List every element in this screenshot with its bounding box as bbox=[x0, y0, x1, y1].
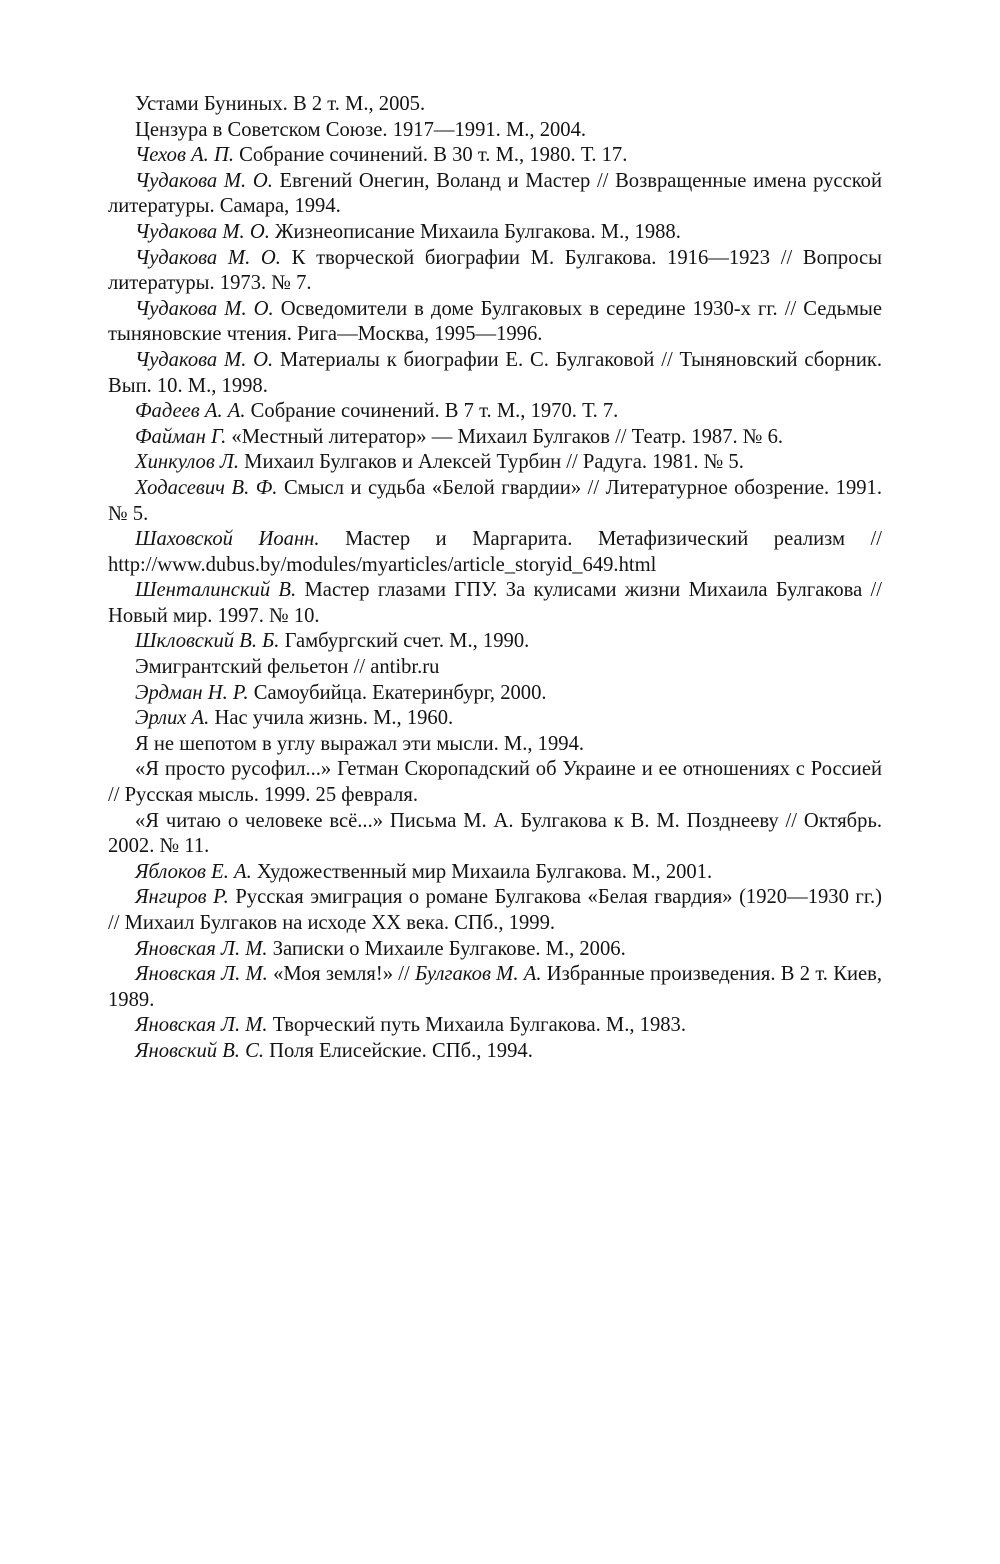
entry-text: Нас учила жизнь. М., 1960. bbox=[209, 707, 454, 730]
entry-text: Осведомители в доме Булгаковых в середине 1930-х гг. // Седьмые тыняновские чтения. Рига—Москва, 1995—1996. bbox=[108, 297, 882, 346]
entry-author: Хинкулов Л. bbox=[135, 451, 240, 474]
entry-author: Яблоков Е. А. bbox=[135, 860, 252, 883]
entry-text: Собрание сочинений. В 30 т. М., 1980. Т. 17. bbox=[233, 144, 628, 167]
entry-author: Яновская Л. М. bbox=[135, 1014, 268, 1037]
entry-text: Эмигрантский фельетон // antibr.ru bbox=[135, 656, 440, 679]
entry-author: Чудакова М. О. bbox=[135, 169, 273, 192]
entry-text: Жизнеописание Михаила Булгакова. М., 1988. bbox=[269, 220, 681, 243]
entry-author: Янгиров Р. bbox=[135, 886, 229, 909]
entry-text: Я не шепотом в углу выражал эти мысли. М., 1994. bbox=[135, 732, 585, 755]
entry-author: Шкловский В. Б. bbox=[135, 630, 280, 653]
entry-text: К творческой биографии М. Булгакова. 1916—1923 // Вопросы литературы. 1973. № 7. bbox=[108, 246, 882, 295]
entry-text: Собрание сочинений. В 7 т. М., 1970. Т. 7. bbox=[245, 400, 619, 423]
entry-text: Поля Елисейские. СПб., 1994. bbox=[264, 1039, 533, 1062]
bibliography-entry bbox=[108, 706, 882, 732]
entry-text: «Я просто русофил...» Гетман Скоропадский об Украине и ее отношениях с Россией // Русская мысль. 1999. 25 февраля. bbox=[108, 758, 882, 807]
entry-text: «Местный литератор» — Михаил Булгаков // Театр. 1987. № 6. bbox=[226, 425, 784, 448]
entry-author: Чудакова М. О. bbox=[135, 297, 274, 320]
entry-author: Яновская Л. М. bbox=[135, 937, 268, 960]
bibliography-entry bbox=[108, 118, 882, 144]
entry-text: Русская эмиграция о романе Булгакова «Белая гвардия» (1920—1930 гг.) // Михаил Булгаков на исходе XX века. СПб., 1999. bbox=[108, 886, 882, 934]
entry-text: Устами Буниных. В 2 т. М., 2005. bbox=[135, 93, 426, 115]
entry-second-author: Булгаков М. А. bbox=[415, 963, 542, 986]
bibliography-entry bbox=[108, 246, 882, 297]
bibliography-entry bbox=[108, 476, 882, 527]
entry-text: Материалы к биографии Е. С. Булгаковой // Тыняновский сборник. Вып. 10. М., 1998. bbox=[108, 348, 882, 397]
entry-author: Фадеев А. А. bbox=[135, 400, 246, 423]
bibliography-entry bbox=[108, 937, 882, 963]
bibliography-entry bbox=[108, 1039, 882, 1065]
bibliography-entry bbox=[108, 425, 882, 451]
bibliography-entry bbox=[108, 92, 882, 118]
bibliography-page bbox=[108, 92, 882, 1065]
entry-text: Михаил Булгаков и Алексей Турбин // Радуга. 1981. № 5. bbox=[239, 451, 744, 474]
entry-author: Эрлих А. bbox=[135, 707, 210, 730]
bibliography-entry bbox=[108, 732, 882, 758]
bibliography-entry bbox=[108, 578, 882, 629]
entry-author: Шенталинский В. bbox=[135, 579, 297, 602]
entry-author: Ходасевич В. Ф. bbox=[135, 476, 278, 499]
entry-text: «Я читаю о человеке всё...» Письма М. А. Булгакова к В. М. Позднееву // Октябрь. 2002. № 11. bbox=[108, 809, 882, 858]
entry-author: Файман Г. bbox=[135, 425, 227, 448]
bibliography-entry bbox=[108, 681, 882, 707]
entry-text: Самоубийца. Екатеринбург, 2000. bbox=[248, 681, 547, 704]
bibliography-entry bbox=[108, 885, 882, 936]
entry-text: Мастер и Маргарита. Метафизический реализм // http://www.dubus.by/modules/myarticles/article_storyid_649.html bbox=[108, 528, 882, 576]
bibliography-entry bbox=[108, 1013, 882, 1039]
entry-text: Смысл и судьба «Белой гвардии» // Литературное обозрение. 1991. № 5. bbox=[108, 476, 882, 525]
entry-text: Творческий путь Михаила Булгакова. М., 1983. bbox=[267, 1014, 687, 1037]
bibliography-entry bbox=[108, 348, 882, 399]
bibliography-entry bbox=[108, 399, 882, 425]
entry-author: Чехов А. П. bbox=[135, 144, 234, 167]
entry-text: Евгений Онегин, Воланд и Мастер // Возвращенные имена русской литературы. Самара, 1994. bbox=[108, 169, 882, 218]
entry-author: Шаховской Иоанн. bbox=[135, 528, 320, 551]
bibliography-entry bbox=[108, 297, 882, 348]
bibliography-entry bbox=[108, 962, 882, 1013]
entry-text: Гамбургский счет. М., 1990. bbox=[279, 630, 530, 653]
bibliography-entry bbox=[108, 527, 882, 578]
entry-text: Записки о Михаиле Булгакове. М., 2006. bbox=[267, 937, 626, 960]
entry-author: Чудакова М. О. bbox=[135, 220, 270, 243]
bibliography-entry bbox=[108, 450, 882, 476]
bibliography-entry bbox=[108, 143, 882, 169]
bibliography-entry bbox=[108, 757, 882, 808]
entry-author: Эрдман Н. Р. bbox=[135, 681, 249, 704]
entry-second-text: Избранные произведения. В 2 т. Киев, 1989. bbox=[108, 963, 882, 1011]
entry-text: «Моя земля!» // bbox=[267, 963, 416, 986]
entry-author: Яновский В. С. bbox=[135, 1039, 264, 1062]
bibliography-entry bbox=[108, 220, 882, 246]
bibliography-entry bbox=[108, 169, 882, 220]
bibliography-entry bbox=[108, 809, 882, 860]
entry-text: Цензура в Советском Союзе. 1917—1991. М., 2004. bbox=[135, 118, 587, 141]
entry-author: Чудакова М. О. bbox=[135, 246, 281, 269]
entry-text: Мастер глазами ГПУ. За кулисами жизни Михаила Булгакова // Новый мир. 1997. № 10. bbox=[108, 579, 883, 627]
bibliography-entry bbox=[108, 655, 882, 681]
entry-author: Чудакова М. О. bbox=[135, 348, 274, 371]
entry-author: Яновская Л. М. bbox=[135, 963, 268, 986]
bibliography-entry bbox=[108, 860, 882, 886]
entry-text: Художественный мир Михаила Булгакова. М., 2001. bbox=[251, 860, 713, 883]
bibliography-entry bbox=[108, 629, 882, 655]
